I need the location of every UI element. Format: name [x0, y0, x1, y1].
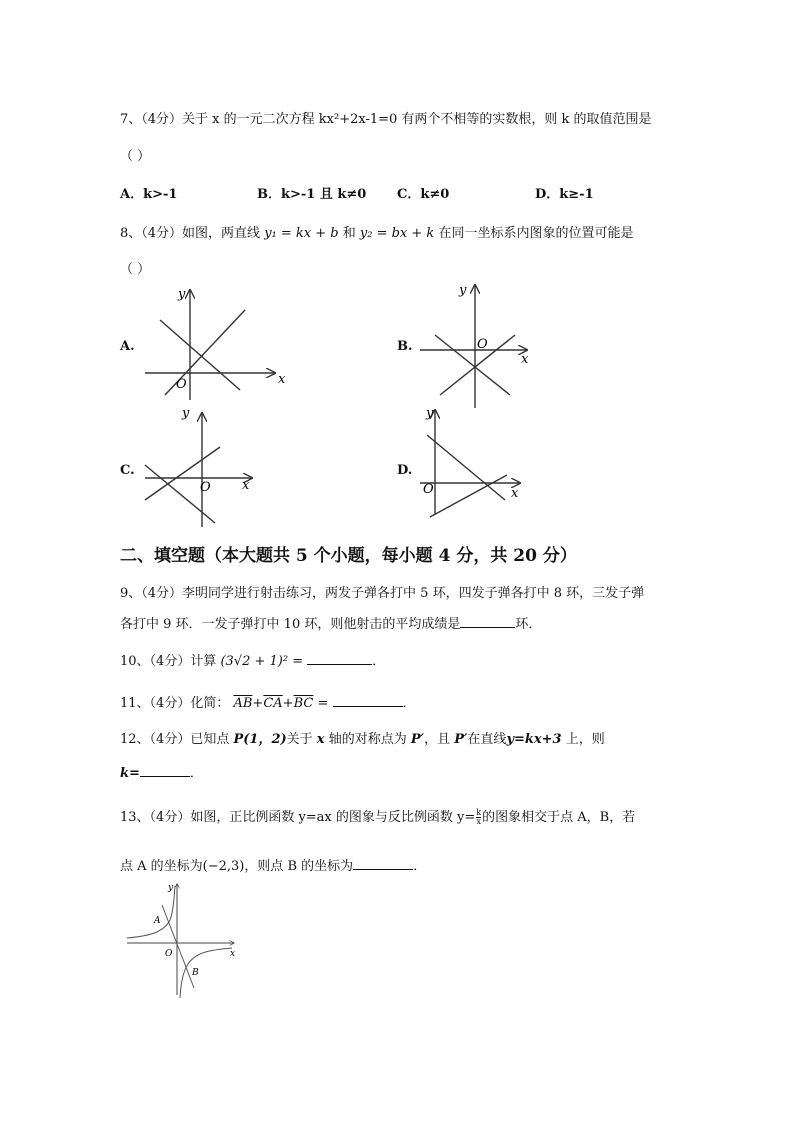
y-label: y — [178, 287, 186, 302]
q10-line — [120, 650, 385, 669]
q12-mid4: 在直线 — [467, 732, 507, 747]
x-label: x — [230, 949, 236, 959]
q8-graph-c-label: C. — [120, 463, 135, 478]
q9-answer-blank[interactable] — [460, 615, 515, 628]
q13-end: ． — [413, 859, 427, 874]
q12-line-eq: y=kx+3 — [506, 732, 562, 747]
q12-end: ． — [189, 766, 203, 781]
q12-line2 — [120, 762, 203, 781]
q7-paren: （ ） — [120, 149, 151, 164]
q7-line1: 7、（4分）关于 x 的一元二次方程 kx²+2x-1=0 有两个不相等的实数根，则 k 的取值范围是 — [120, 112, 652, 127]
y-label: y — [459, 283, 467, 298]
q8-y2: y₂ = bx + k — [359, 226, 435, 241]
q13-graph — [122, 880, 242, 1000]
q8-paren: （ ） — [120, 262, 151, 277]
q8-suffix: 在同一坐标系内图象的位置可能是 — [438, 226, 634, 241]
q13-frac-num: k — [476, 808, 482, 817]
q11-vector-ca: $\overline{CA}$ — [263, 696, 283, 711]
q8-graph-b — [415, 280, 540, 410]
q10-prefix: 10、（4分）计算 — [120, 654, 217, 669]
origin-label: O — [423, 482, 434, 497]
q8-y1: y₁ = kx + b — [264, 226, 339, 241]
section2-title: 二、填空题（本大题共 5 个小题，每小题 4 分，共 20 分） — [120, 546, 577, 566]
x-label: x — [521, 352, 529, 367]
q8-graph-c — [140, 405, 260, 530]
q13-line1-post: 的图象相交于点 A，B，若 — [482, 810, 636, 825]
q8-prefix: 8、（4分）如图，两直线 — [120, 226, 261, 241]
q12-line1 — [120, 728, 605, 747]
origin-label: O — [176, 377, 187, 392]
y-label: y — [182, 406, 190, 421]
point-b-label: B — [192, 968, 199, 978]
q7-option-d: D．k≥-1 — [535, 187, 594, 202]
q7-option-c: C．k≠0 — [397, 187, 450, 202]
q10-expr: (3√2 + 1)² = — [220, 654, 304, 669]
line-1 — [160, 320, 240, 390]
q12-prefix: 12、（4分）已知点 — [120, 732, 230, 747]
q9-line2-pre: 各打中 9 环．一发子弹打中 10 环，则他射击的平均成绩是 — [120, 617, 461, 632]
q9-line2 — [120, 613, 541, 632]
q11-plus-2: + — [282, 696, 294, 711]
q12-mid1: 关于 — [286, 732, 313, 747]
y-label: y — [426, 406, 434, 421]
q12-point: P(1，2) — [233, 732, 287, 747]
x-label: x — [511, 486, 519, 501]
y-label: y — [168, 883, 174, 893]
q12-pprime: P′ — [410, 732, 425, 747]
q8-graph-a-label: A. — [120, 339, 135, 354]
q13-frac-den: x — [476, 817, 481, 826]
hyperbola-branch-2 — [127, 886, 175, 938]
q13-fraction — [476, 809, 481, 826]
q12-k-prefix: k= — [120, 766, 140, 781]
q8-line1 — [120, 222, 633, 241]
q13-line2-pre: 点 A 的坐标为(−2,3)，则点 B 的坐标为 — [120, 859, 354, 874]
x-label: x — [242, 478, 250, 493]
q11-plus-1: + — [252, 696, 264, 711]
q12-answer-blank[interactable] — [140, 764, 190, 777]
q11-eq: = — [317, 696, 329, 711]
q8-graph-a — [140, 285, 285, 400]
q10-answer-blank[interactable] — [307, 652, 372, 665]
x-label: x — [278, 372, 286, 387]
q13-line1 — [120, 806, 635, 826]
q8-graph-b-label: B. — [397, 339, 413, 354]
q8-mid: 和 — [342, 226, 356, 241]
line-2 — [430, 475, 507, 517]
q13-line1-pre: 13、（4分）如图，正比例函数 y=ax 的图象与反比例函数 y= — [120, 810, 476, 825]
q12-pprime-2: P′ — [454, 732, 468, 747]
q12-mid2: 轴的对称点为 — [328, 732, 407, 747]
q13-line2 — [120, 855, 426, 874]
q10-end: ． — [372, 654, 386, 669]
q12-mid5: 上，则 — [565, 732, 605, 747]
q11-answer-blank[interactable] — [333, 694, 403, 707]
q7-option-b: B．k>-1 且 k≠0 — [257, 187, 367, 202]
q11-prefix: 11、（4分）化简： — [120, 696, 230, 711]
line-1 — [435, 335, 510, 395]
q11-vector-bc: $\overline{BC}$ — [293, 696, 314, 711]
proportional-line — [162, 905, 194, 988]
q13-answer-blank[interactable] — [353, 857, 413, 870]
q11-line — [120, 692, 416, 711]
q11-end: ． — [402, 696, 416, 711]
origin-label: O — [165, 949, 173, 959]
q8-graph-d-label: D. — [397, 463, 413, 478]
point-a-label: A — [154, 916, 161, 926]
q7-option-a: A．k>-1 — [120, 187, 178, 202]
q12-mid3: ，且 — [424, 732, 451, 747]
q9-line1: 9、（4分）李明同学进行射击练习，两发子弹各打中 5 环，四发子弹各打中 8 环，三发子弹 — [120, 586, 645, 601]
q8-graph-d — [415, 405, 530, 530]
origin-label: O — [200, 480, 211, 495]
q11-vector-ab: $\overline{AB}$ — [233, 696, 253, 711]
line-1 — [427, 435, 505, 500]
origin-label: O — [477, 337, 488, 352]
q12-xaxis: x — [316, 732, 325, 747]
q9-line2-post: 环． — [515, 617, 542, 632]
